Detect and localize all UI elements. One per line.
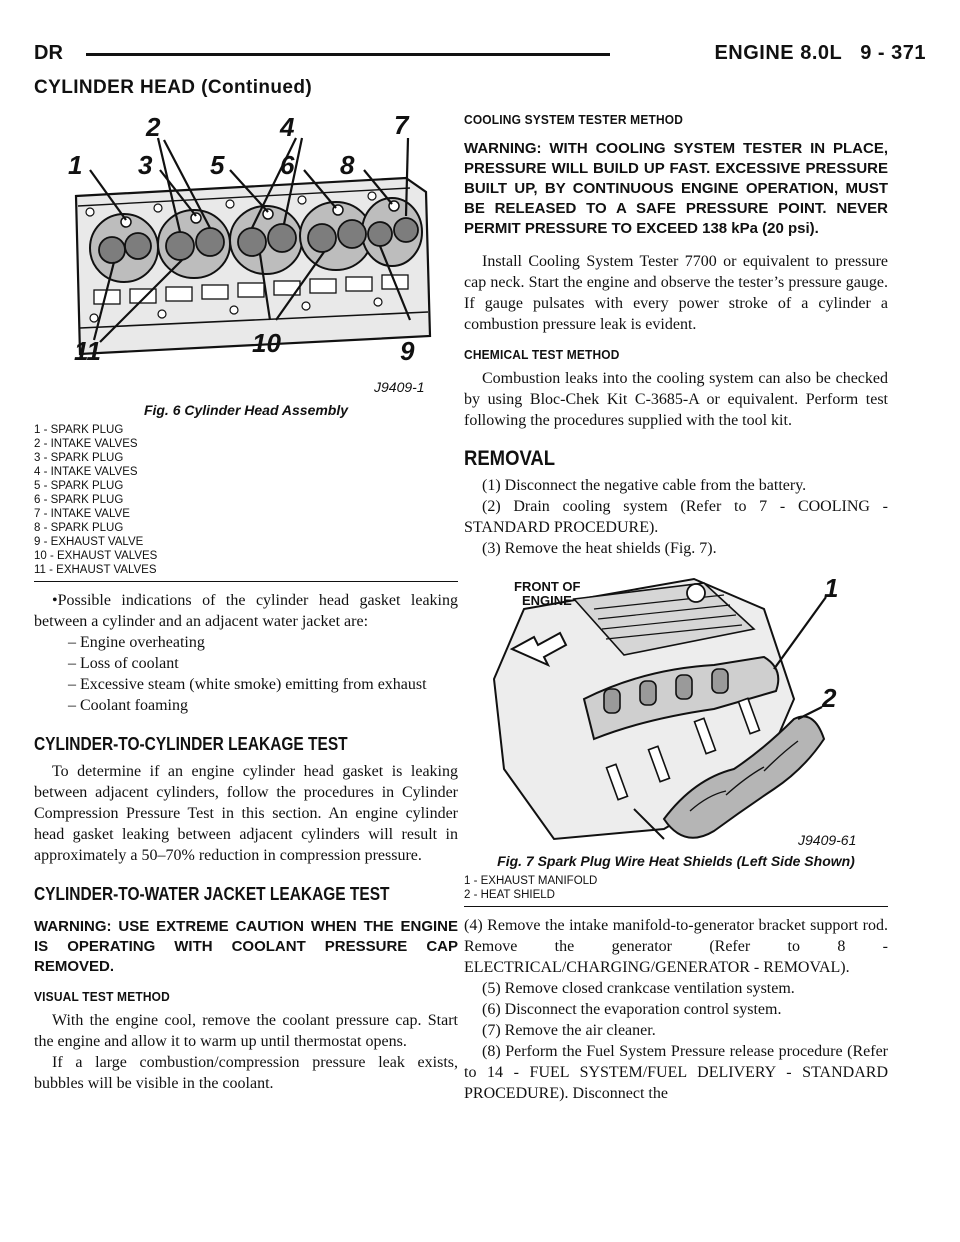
header-section: ENGINE 8.0L (714, 42, 843, 64)
front-of-engine-label-2: ENGINE (522, 593, 572, 608)
removal-step: (6) Disconnect the evaporation control system. (482, 1001, 782, 1018)
right-column (464, 108, 888, 1104)
front-of-engine-label-1: FRONT OF (514, 579, 581, 594)
cylinder-head-illustration (34, 108, 458, 400)
para-chemical: Combustion leaks into the cooling system can also be checked by using Bloc-Chek Kit C-3685-A or equivalent. Perform test following the procedures supplied with the tool kit. (464, 370, 888, 429)
heat-shield-illustration (464, 569, 888, 851)
fig6-legend-5: 5 - SPARK PLUG (34, 480, 124, 492)
fig6-legend-2: 2 - INTAKE VALVES (34, 438, 138, 450)
fig6-callout-3: 3 (138, 150, 153, 180)
fig7-callout-1: 1 (824, 573, 839, 603)
bullet-item: •Possible indications of the cylinder head gasket leaking between a cylinder and an adjacent water jacket are: (34, 592, 458, 630)
warning-coolant-cap: WARNING: USE EXTREME CAUTION WHEN THE ENGINE IS OPERATING WITH COOLANT PRESSURE CAP REMOVED. (34, 918, 458, 975)
fig6-legend-11: 11 - EXHAUST VALVES (34, 564, 157, 576)
heading-tester-method: COOLING SYSTEM TESTER METHOD (464, 112, 684, 127)
figure-6 (34, 108, 458, 582)
fig7-legend-1: 1 - EXHAUST MANIFOLD (464, 875, 598, 887)
fig7-caption: Fig. 7 Spark Plug Wire Heat Shields (Left Side Shown) (497, 853, 855, 869)
header-rule (86, 53, 610, 56)
fig7-callout-2: 2 (822, 683, 837, 713)
page-header (34, 40, 926, 70)
warning-tester: WARNING: WITH COOLING SYSTEM TESTER IN PLACE, PRESSURE WILL BUILD UP FAST. EXCESSIVE PRESSURE BUILT UP, BY CONTINUOUS ENGINE OPERATION, MUST BE RELEASED TO A SAFE PRESSURE POINT. NEVER PERMIT PRESSURE TO EXCEED 138 kPa (20 psi). (464, 140, 888, 237)
removal-step: (7) Remove the air cleaner. (482, 1022, 656, 1039)
symptom-item: – Engine overheating (68, 634, 205, 651)
symptom-item: – Loss of coolant (68, 655, 179, 672)
removal-step: (5) Remove closed crankcase ventilation system. (482, 980, 795, 997)
removal-step: (2) Drain cooling system (Refer to 7 - COOLING - STANDARD PROCEDURE). (464, 498, 888, 536)
fig6-rule (34, 581, 458, 582)
fig6-callout-5: 5 (210, 150, 225, 180)
heading-cyl-to-water: CYLINDER-TO-WATER JACKET LEAKAGE TEST (34, 884, 390, 904)
fig6-callout-1: 1 (68, 150, 83, 180)
fig7-rule (464, 906, 888, 907)
fig6-legend-6: 6 - SPARK PLUG (34, 494, 124, 506)
header-page: 9 - 371 (860, 42, 926, 64)
fig6-caption: Fig. 6 Cylinder Head Assembly (143, 402, 349, 418)
para-visual-1: With the engine cool, remove the coolant pressure cap. Start the engine and allow it to warm up until thermostat opens. (34, 1012, 458, 1050)
fig6-legend-1: 1 - SPARK PLUG (34, 424, 124, 436)
fig6-legend-10: 10 - EXHAUST VALVES (34, 550, 158, 562)
symptom-list (34, 632, 458, 716)
symptom-item: – Excessive steam (white smoke) emitting from exhaust (68, 676, 427, 693)
fig7-legend (464, 874, 888, 902)
fig6-code: J9409-1 (374, 379, 425, 395)
continued-title: CYLINDER HEAD (Continued) (34, 77, 313, 98)
removal-steps-a (464, 475, 888, 559)
heading-cyl-to-cyl: CYLINDER-TO-CYLINDER LEAKAGE TEST (34, 734, 348, 754)
fig6-callout-8: 8 (340, 150, 355, 180)
fig6-callout-9: 9 (400, 336, 415, 366)
fig7-legend-2: 2 - HEAT SHIELD (464, 889, 555, 901)
fig6-callout-11: 11 (74, 336, 101, 366)
fig6-callout-10: 10 (252, 328, 281, 358)
fig6-callout-2: 2 (146, 112, 161, 142)
heading-visual-test: VISUAL TEST METHOD (34, 989, 170, 1004)
heading-chemical-test: CHEMICAL TEST METHOD (464, 347, 620, 362)
para-visual-2: If a large combustion/compression pressure leak exists, bubbles will be visible in the coolant. (34, 1054, 458, 1092)
removal-steps-b (464, 915, 888, 1104)
fig6-legend-7: 7 - INTAKE VALVE (34, 508, 130, 520)
fig6-legend-8: 8 - SPARK PLUG (34, 522, 124, 534)
left-column (34, 108, 458, 1094)
header-left: DR (34, 42, 63, 64)
heading-removal: REMOVAL (464, 447, 556, 470)
removal-step: (4) Remove the intake manifold-to-generator bracket support rod. Remove the generator (Refer to 8 - ELECTRICAL/CHARGING/GENERATOR - REMOVAL). (464, 917, 888, 976)
para-cyl-to-cyl: To determine if an engine cylinder head gasket is leaking between adjacent cylinders, follow the procedures in Cylinder Compression Pressure Test in this section. An engine cylinder head gasket leaking between adjacent cylinders will result in approximately a 50–70% reduction in compression pressure. (34, 763, 458, 864)
fig6-callout-4: 4 (280, 112, 295, 142)
fig6-callout-6: 6 (280, 150, 295, 180)
fig6-legend-9: 9 - EXHAUST VALVE (34, 536, 144, 548)
removal-step: (3) Remove the heat shields (Fig. 7). (482, 540, 717, 557)
para-tester: Install Cooling System Tester 7700 or equivalent to pressure cap neck. Start the engine and observe the tester’s pressure gauge. If gauge pulsates with every power stroke of a cylinder a combustion pressure leak is evident. (464, 253, 888, 333)
indications-list (34, 590, 458, 632)
fig6-legend-3: 3 - SPARK PLUG (34, 452, 124, 464)
fig6-callout-7: 7 (394, 110, 409, 140)
figure-7 (464, 569, 888, 907)
removal-step: (1) Disconnect the negative cable from the battery. (482, 477, 807, 494)
fig6-legend (34, 423, 458, 577)
fig7-code: J9409-61 (798, 832, 857, 848)
removal-step: (8) Perform the Fuel System Pressure release procedure (Refer to 14 - FUEL SYSTEM/FUEL DELIVERY - STANDARD PROCEDURE). Disconnect the (464, 1043, 888, 1102)
symptom-item: – Coolant foaming (68, 697, 188, 714)
header-right (714, 42, 926, 65)
fig6-legend-4: 4 - INTAKE VALVES (34, 466, 138, 478)
